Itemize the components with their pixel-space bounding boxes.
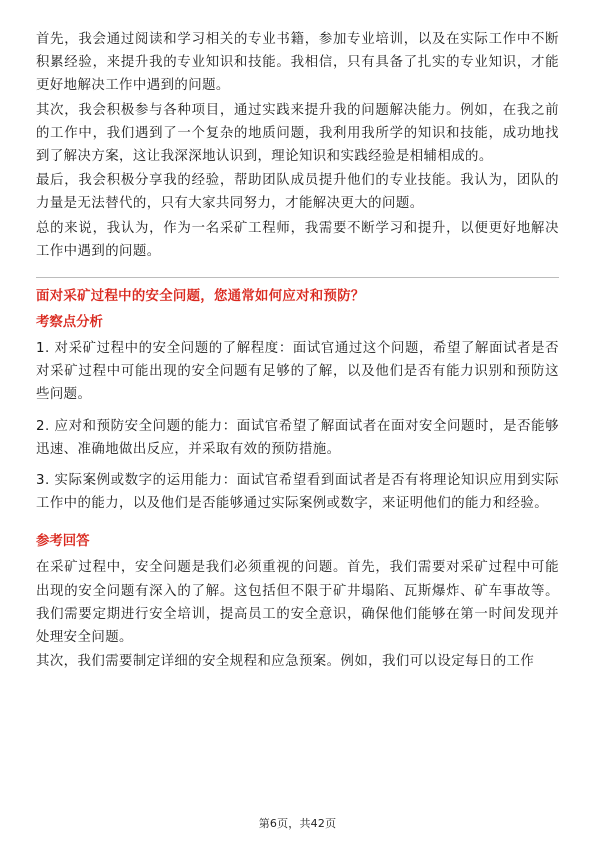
answer-title: 参考回答 — [36, 534, 90, 550]
analysis-item: 1. 对采矿过程中的安全问题的了解程度：面试官通过这个问题，希望了解面试者是否对采矿过程中可能出现的安全问题有足够的了解，以及他们是否有能力识别和预防这些问题。 — [36, 341, 559, 403]
section-divider — [36, 277, 559, 278]
intro-section — [36, 28, 559, 263]
intro-paragraph: 首先，我会通过阅读和学习相关的专业书籍，参加专业培训，以及在实际工作中不断积累经验，来提升我的专业知识和技能。我相信，只有具备了扎实的专业知识，才能更好地解决工作中遇到的问题。 — [36, 32, 559, 94]
analysis-item: 3. 实际案例或数字的运用能力：面试官希望看到面试者是否有将理论知识应用到实际工作中的能力，以及他们是否能够通过实际案例或数字，来证明他们的能力和经验。 — [36, 473, 559, 512]
analysis-item: 2. 应对和预防安全问题的能力：面试官希望了解面试者在面对安全问题时，是否能够迅速、准确地做出反应，并采取有效的预防措施。 — [36, 418, 559, 457]
analysis-section — [36, 312, 559, 515]
answer-paragraph: 在采矿过程中，安全问题是我们必须重视的问题。首先，我们需要对采矿过程中可能出现的安全问题有深入的了解。这包括但不限于矿井塌陷、瓦斯爆炸、矿车事故等。我们需要定期进行安全培训，提高员工的安全意识，确保他们能够在第一时间发现并处理安全问题。 — [36, 560, 559, 646]
document-page — [36, 28, 559, 674]
answer-paragraph: 其次，我们需要制定详细的安全规程和应急预案。例如，我们可以设定每日的工作 — [36, 654, 535, 670]
intro-paragraph: 总的来说，我认为，作为一名采矿工程师，我需要不断学习和提升，以便更好地解决工作中遇到的问题。 — [36, 220, 559, 259]
question-heading: 面对采矿过程中的安全问题，您通常如何应对和预防？ — [36, 289, 365, 305]
answer-section — [36, 531, 559, 673]
page-number-footer: 第6页，共42页 — [258, 817, 337, 830]
intro-paragraph: 其次，我会积极参与各种项目，通过实践来提升我的问题解决能力。例如，在我之前的工作中，我们遇到了一个复杂的地质问题，我利用我所学的知识和技能，成功地找到了解决方案，这让我深深地认识到，理论知识和实践经验是相辅相成的。 — [36, 102, 559, 165]
intro-paragraph: 最后，我会积极分享我的经验，帮助团队成员提升他们的专业技能。我认为，团队的力量是无法替代的，只有大家共同努力，才能解决更大的问题。 — [36, 173, 559, 212]
analysis-title: 考察点分析 — [36, 315, 103, 331]
